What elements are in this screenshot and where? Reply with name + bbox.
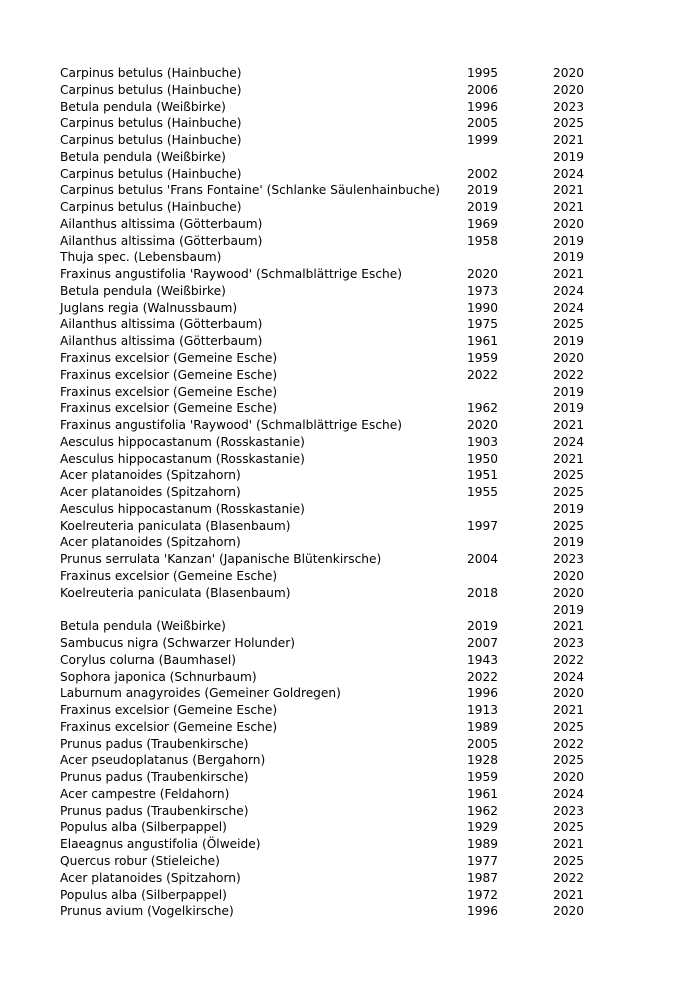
year-recorded-cell: 2024 [553, 434, 585, 449]
year-recorded-cell: 2021 [553, 267, 585, 282]
year-planted-cell: 1990 [467, 300, 499, 315]
tree-species-cell: Carpinus betulus (Hainbuche) [60, 66, 242, 80]
table-row [60, 702, 593, 719]
year-planted-cell: 1955 [467, 485, 499, 500]
year-recorded-cell: 2021 [553, 133, 585, 148]
year-recorded-cell: 2019 [553, 250, 585, 265]
tree-species-cell: Betula pendula (Weißbirke) [60, 619, 226, 634]
tree-species-cell: Laburnum anagyroides (Gemeiner Goldregen) [60, 686, 341, 701]
tree-species-cell: Betula pendula (Weißbirke) [60, 149, 226, 164]
year-recorded-cell: 2020 [553, 82, 585, 97]
tree-species-cell: Sophora japonica (Schnurbaum) [60, 669, 257, 684]
table-row [60, 719, 593, 736]
table-row [60, 451, 593, 468]
year-planted-cell: 2020 [467, 418, 499, 433]
year-planted-cell: 1929 [467, 820, 499, 835]
tree-species-cell: Koelreuteria paniculata (Blasenbaum) [60, 585, 291, 600]
table-row [60, 367, 593, 384]
table-row [60, 602, 593, 619]
year-recorded-cell: 2023 [553, 99, 585, 114]
table-row [60, 685, 593, 702]
year-planted-cell: 1989 [467, 837, 499, 852]
tree-species-cell: Fraxinus excelsior (Gemeine Esche) [60, 401, 278, 416]
table-row [60, 803, 593, 820]
table-row [60, 115, 593, 132]
tree-species-cell: Acer platanoides (Spitzahorn) [60, 485, 241, 500]
year-recorded-cell: 2019 [553, 501, 585, 516]
tree-species-cell: Carpinus betulus (Hainbuche) [60, 200, 242, 215]
tree-species-cell [60, 602, 467, 619]
tree-species-cell: Elaeagnus angustifolia (Ölweide) [60, 837, 261, 852]
year-planted-cell: 2022 [467, 367, 499, 382]
year-recorded-cell: 2025 [553, 485, 585, 500]
year-planted-cell: 1962 [467, 401, 499, 416]
year-planted-cell: 1987 [467, 870, 499, 885]
year-recorded-cell: 2019 [553, 602, 585, 617]
tree-species-cell: Ailanthus altissima (Götterbaum) [60, 334, 263, 349]
year-recorded-cell: 2025 [553, 853, 585, 868]
tree-species-cell: Acer platanoides (Spitzahorn) [60, 870, 241, 885]
table-row [60, 300, 593, 317]
year-recorded-cell: 2025 [553, 820, 585, 835]
year-planted-cell: 1973 [467, 283, 499, 298]
year-planted-cell [467, 568, 553, 585]
year-planted-cell: 1989 [467, 719, 499, 734]
year-recorded-cell: 2021 [553, 183, 585, 198]
tree-species-cell: Carpinus betulus (Hainbuche) [60, 82, 242, 97]
year-recorded-cell: 2019 [553, 384, 585, 399]
year-recorded-cell: 2025 [553, 468, 585, 483]
year-planted-cell [467, 149, 553, 166]
table-row [60, 836, 593, 853]
tree-species-cell: Aesculus hippocastanum (Rosskastanie) [60, 434, 305, 449]
year-planted-cell [467, 384, 553, 401]
tree-species-cell: Quercus robur (Stieleiche) [60, 853, 220, 868]
year-recorded-cell: 2020 [553, 686, 585, 701]
table-row [60, 182, 593, 199]
table-row [60, 149, 593, 166]
year-recorded-cell: 2019 [553, 149, 585, 164]
table-row [60, 249, 593, 266]
table-row [60, 635, 593, 652]
tree-species-cell: Aesculus hippocastanum (Rosskastanie) [60, 501, 305, 516]
tree-species-cell: Ailanthus altissima (Götterbaum) [60, 317, 263, 332]
year-recorded-cell: 2024 [553, 166, 585, 181]
table-row [60, 853, 593, 870]
year-recorded-cell: 2020 [553, 351, 585, 366]
tree-species-cell: Carpinus betulus (Hainbuche) [60, 133, 242, 148]
tree-species-cell: Carpinus betulus (Hainbuche) [60, 116, 242, 131]
tree-species-cell: Prunus padus (Traubenkirsche) [60, 770, 249, 785]
table-row [60, 518, 593, 535]
tree-table-body [60, 65, 593, 920]
year-planted-cell: 1995 [467, 66, 499, 80]
year-planted-cell: 1928 [467, 753, 499, 768]
table-row [60, 283, 593, 300]
year-planted-cell: 2004 [467, 552, 499, 567]
year-planted-cell: 1972 [467, 887, 499, 902]
year-planted-cell: 1961 [467, 786, 499, 801]
year-planted-cell: 1999 [467, 133, 499, 148]
year-planted-cell: 1913 [467, 703, 499, 718]
tree-species-cell: Acer pseudoplatanus (Bergahorn) [60, 753, 266, 768]
tree-species-cell: Fraxinus excelsior (Gemeine Esche) [60, 719, 278, 734]
year-planted-cell: 1958 [467, 233, 499, 248]
table-row [60, 99, 593, 116]
year-planted-cell: 1975 [467, 317, 499, 332]
year-recorded-cell: 2022 [553, 367, 585, 382]
year-planted-cell: 1903 [467, 434, 499, 449]
tree-species-cell: Ailanthus altissima (Götterbaum) [60, 233, 263, 248]
year-planted-cell [467, 534, 553, 551]
tree-species-cell: Betula pendula (Weißbirke) [60, 99, 226, 114]
table-row [60, 618, 593, 635]
year-planted-cell: 1969 [467, 216, 499, 231]
table-row [60, 384, 593, 401]
year-planted-cell: 1996 [467, 904, 499, 919]
year-planted-cell: 1943 [467, 652, 499, 667]
year-planted-cell: 2019 [467, 183, 499, 198]
tree-species-cell: Thuja spec. (Lebensbaum) [60, 250, 222, 265]
tree-species-cell: Populus alba (Silberpappel) [60, 887, 227, 902]
year-planted-cell: 1951 [467, 468, 499, 483]
table-row [60, 166, 593, 183]
year-recorded-cell: 2019 [553, 334, 585, 349]
table-row [60, 400, 593, 417]
year-recorded-cell: 2021 [553, 703, 585, 718]
tree-species-cell: Prunus avium (Vogelkirsche) [60, 904, 234, 919]
table-row [60, 233, 593, 250]
table-row [60, 534, 593, 551]
year-recorded-cell: 2023 [553, 803, 585, 818]
year-recorded-cell: 2021 [553, 887, 585, 902]
table-row [60, 132, 593, 149]
year-recorded-cell: 2021 [553, 451, 585, 466]
year-recorded-cell: 2025 [553, 753, 585, 768]
table-row [60, 216, 593, 233]
year-planted-cell [467, 249, 553, 266]
table-row [60, 551, 593, 568]
table-row [60, 903, 593, 920]
table-row [60, 82, 593, 99]
year-planted-cell: 1959 [467, 770, 499, 785]
year-planted-cell [467, 602, 553, 619]
table-row [60, 434, 593, 451]
tree-species-cell: Prunus serrulata 'Kanzan' (Japanische Blütenkirsche) [60, 552, 382, 567]
year-recorded-cell: 2019 [553, 401, 585, 416]
tree-species-cell: Aesculus hippocastanum (Rosskastanie) [60, 451, 305, 466]
table-row [60, 652, 593, 669]
table-row [60, 870, 593, 887]
year-planted-cell: 2006 [467, 82, 499, 97]
table-row [60, 333, 593, 350]
year-planted-cell: 1961 [467, 334, 499, 349]
year-recorded-cell: 2019 [553, 233, 585, 248]
table-row [60, 199, 593, 216]
tree-species-cell: Juglans regia (Walnussbaum) [60, 300, 238, 315]
tree-species-cell: Fraxinus excelsior (Gemeine Esche) [60, 351, 278, 366]
year-planted-cell: 2018 [467, 585, 499, 600]
tree-species-cell: Populus alba (Silberpappel) [60, 820, 227, 835]
year-recorded-cell: 2024 [553, 669, 585, 684]
year-recorded-cell: 2020 [553, 216, 585, 231]
year-recorded-cell: 2025 [553, 317, 585, 332]
tree-species-cell: Fraxinus angustifolia 'Raywood' (Schmalblättrige Esche) [60, 418, 402, 433]
year-planted-cell: 2019 [467, 619, 499, 634]
table-row [60, 669, 593, 686]
year-recorded-cell: 2022 [553, 870, 585, 885]
year-recorded-cell: 2023 [553, 636, 585, 651]
year-recorded-cell: 2021 [553, 619, 585, 634]
tree-table [60, 65, 593, 920]
table-row [60, 786, 593, 803]
year-planted-cell: 1996 [467, 99, 499, 114]
year-planted-cell: 1950 [467, 451, 499, 466]
table-row [60, 316, 593, 333]
tree-species-cell: Acer platanoides (Spitzahorn) [60, 468, 241, 483]
year-recorded-cell: 2020 [553, 904, 585, 919]
table-row [60, 266, 593, 283]
table-row [60, 417, 593, 434]
year-planted-cell: 1959 [467, 351, 499, 366]
year-planted-cell: 1996 [467, 686, 499, 701]
year-planted-cell: 2002 [467, 166, 499, 181]
year-recorded-cell: 2022 [553, 736, 585, 751]
tree-species-cell: Prunus padus (Traubenkirsche) [60, 736, 249, 751]
tree-species-cell: Acer campestre (Feldahorn) [60, 786, 230, 801]
tree-species-cell: Sambucus nigra (Schwarzer Holunder) [60, 636, 295, 651]
tree-species-cell: Fraxinus excelsior (Gemeine Esche) [60, 384, 278, 399]
table-row [60, 736, 593, 753]
tree-species-cell: Betula pendula (Weißbirke) [60, 283, 226, 298]
table-row [60, 819, 593, 836]
table-row [60, 65, 593, 82]
tree-species-cell: Carpinus betulus 'Frans Fontaine' (Schlanke Säulenhainbuche) [60, 183, 441, 198]
year-planted-cell: 2019 [467, 200, 499, 215]
tree-species-cell: Fraxinus excelsior (Gemeine Esche) [60, 367, 278, 382]
table-row [60, 769, 593, 786]
year-recorded-cell: 2020 [553, 585, 585, 600]
tree-species-cell: Acer platanoides (Spitzahorn) [60, 535, 241, 550]
table-row [60, 752, 593, 769]
year-planted-cell: 1977 [467, 853, 499, 868]
tree-species-cell: Carpinus betulus (Hainbuche) [60, 166, 242, 181]
year-recorded-cell: 2023 [553, 552, 585, 567]
tree-species-cell: Koelreuteria paniculata (Blasenbaum) [60, 518, 291, 533]
year-planted-cell: 2022 [467, 669, 499, 684]
tree-species-cell: Prunus padus (Traubenkirsche) [60, 803, 249, 818]
table-row [60, 887, 593, 904]
table-row [60, 350, 593, 367]
year-planted-cell: 1997 [467, 518, 499, 533]
year-recorded-cell: 2024 [553, 300, 585, 315]
year-planted-cell: 2020 [467, 267, 499, 282]
year-planted-cell: 1962 [467, 803, 499, 818]
year-recorded-cell: 2020 [553, 770, 585, 785]
tree-species-cell: Corylus colurna (Baumhasel) [60, 652, 237, 667]
tree-species-cell: Fraxinus excelsior (Gemeine Esche) [60, 703, 278, 718]
tree-species-cell: Fraxinus excelsior (Gemeine Esche) [60, 568, 278, 583]
year-recorded-cell: 2021 [553, 418, 585, 433]
table-row [60, 585, 593, 602]
year-planted-cell: 2005 [467, 736, 499, 751]
table-row [60, 467, 593, 484]
year-planted-cell [467, 501, 553, 518]
year-planted-cell: 2005 [467, 116, 499, 131]
year-recorded-cell: 2022 [553, 652, 585, 667]
year-recorded-cell: 2024 [553, 786, 585, 801]
year-recorded-cell: 2024 [553, 283, 585, 298]
table-row [60, 568, 593, 585]
tree-species-cell: Ailanthus altissima (Götterbaum) [60, 216, 263, 231]
tree-species-cell: Fraxinus angustifolia 'Raywood' (Schmalblättrige Esche) [60, 267, 402, 282]
table-row [60, 501, 593, 518]
year-recorded-cell: 2025 [553, 518, 585, 533]
year-recorded-cell: 2020 [553, 568, 585, 583]
year-planted-cell: 2007 [467, 636, 499, 651]
table-row [60, 484, 593, 501]
year-recorded-cell: 2019 [553, 535, 585, 550]
year-recorded-cell: 2025 [553, 719, 585, 734]
year-recorded-cell: 2021 [553, 200, 585, 215]
year-recorded-cell: 2025 [553, 116, 585, 131]
year-recorded-cell: 2021 [553, 837, 585, 852]
year-recorded-cell: 2020 [553, 66, 585, 80]
